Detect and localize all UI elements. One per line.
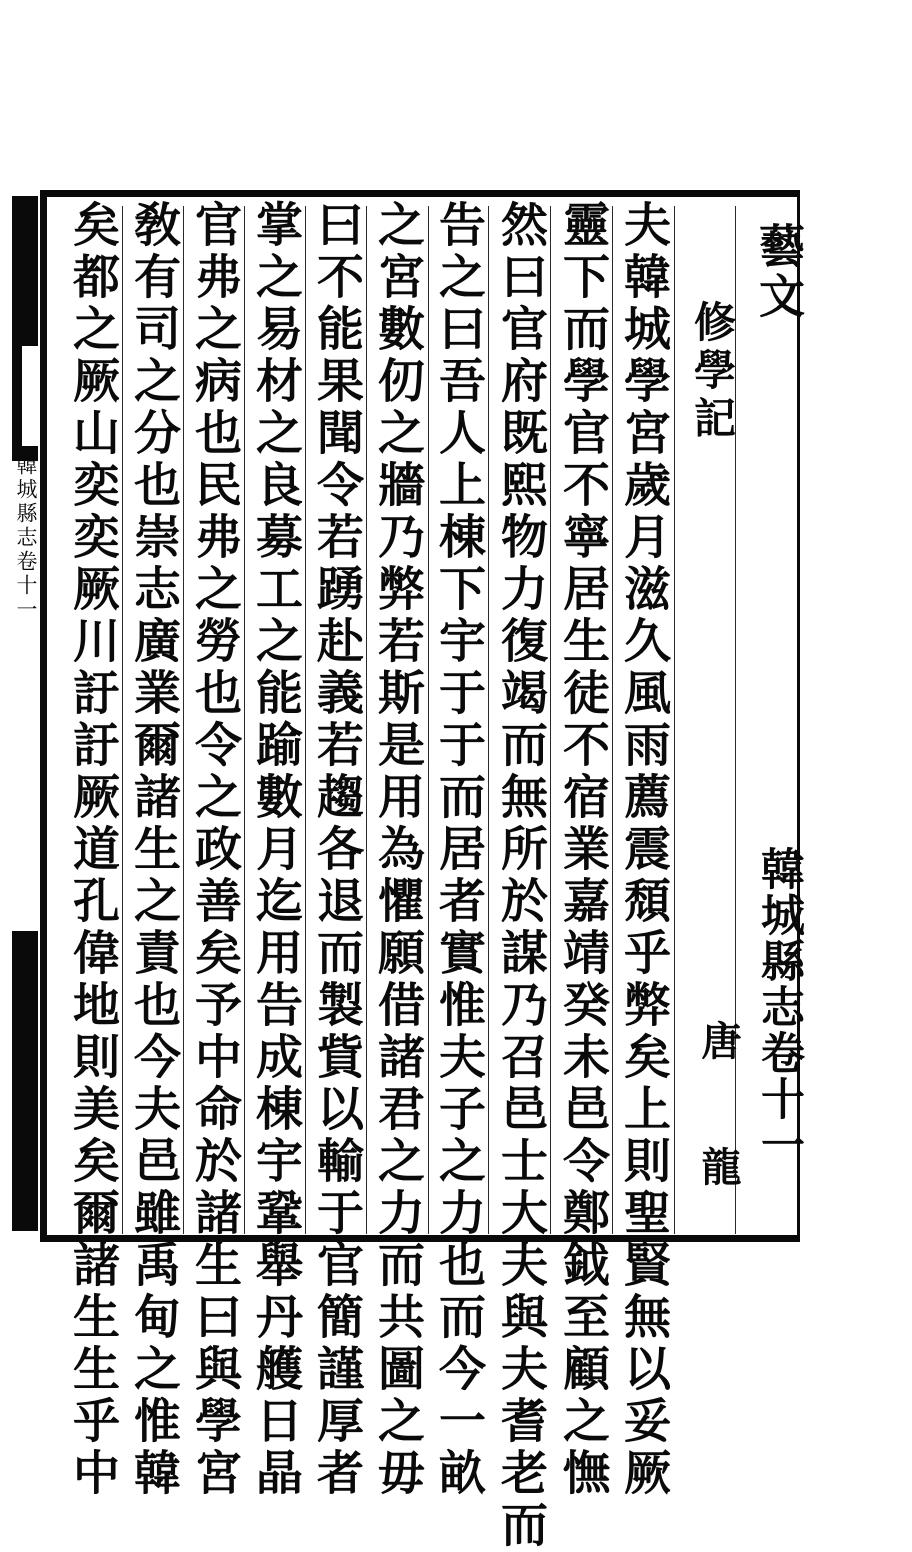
book-title: 韓城縣志卷十一: [753, 846, 804, 1168]
text-column: 敎有司之分也崇志廣業爾諸生之責也今夫邑雖禹甸之惟韓: [126, 200, 181, 1500]
text-column: 之宮數仞之牆乃弊若斯是用為懼願借諸君之力而共圖之毋: [370, 200, 425, 1500]
text-column: 然曰官府既熙物力復竭而無所於謀乃召邑士大夫與夫耆老而: [493, 200, 548, 1552]
text-column: 官弗之病也民弗之勞也令之政善矣予中命於諸生曰與學宮: [187, 200, 242, 1500]
spine-edge: [12, 196, 40, 1236]
text-column: 告之曰吾人上棟下宇于于而居者實惟夫子之力也而今一畝: [431, 200, 486, 1500]
section-label: 藝文: [752, 222, 806, 322]
spine-bar-lower: [12, 931, 38, 1231]
text-column: 曰不能果聞令若踴赴義若趨各退而製貲以輸于官簡謹厚者: [309, 200, 364, 1500]
text-column: 夫韓城學宮歲月滋久風雨薦震頹乎弊矣上則聖賢無以妥厥: [616, 200, 671, 1500]
rule-line: [122, 206, 123, 1234]
author-name: 唐 龍: [695, 1020, 742, 1222]
rule-line: [244, 206, 245, 1234]
text-column: 靈下而學官不寧居生徒不宿業嘉靖癸未邑令鄭鉞至顧之憮: [555, 200, 610, 1500]
spine-bar-mid: [12, 346, 22, 446]
rule-line: [183, 206, 184, 1234]
spine-bar-upper: [12, 196, 38, 346]
rule-line: [550, 206, 551, 1234]
essay-title: 修學記: [688, 300, 737, 444]
rule-line: [366, 206, 367, 1234]
rule-line: [488, 206, 489, 1234]
text-column: 掌之易材之良募工之能踰數月迄用告成棟宇鞏舉丹艧日晶: [248, 200, 303, 1500]
spine-title: 韓城縣志卷十一: [14, 454, 38, 622]
rule-line: [674, 206, 675, 1234]
rule-line: [428, 206, 429, 1234]
rule-line: [305, 206, 306, 1234]
rule-line: [612, 206, 613, 1234]
text-column: 矣都之厥山奕奕厥川訏訏厥道孔偉地則美矣爾諸生生乎中: [65, 200, 120, 1500]
